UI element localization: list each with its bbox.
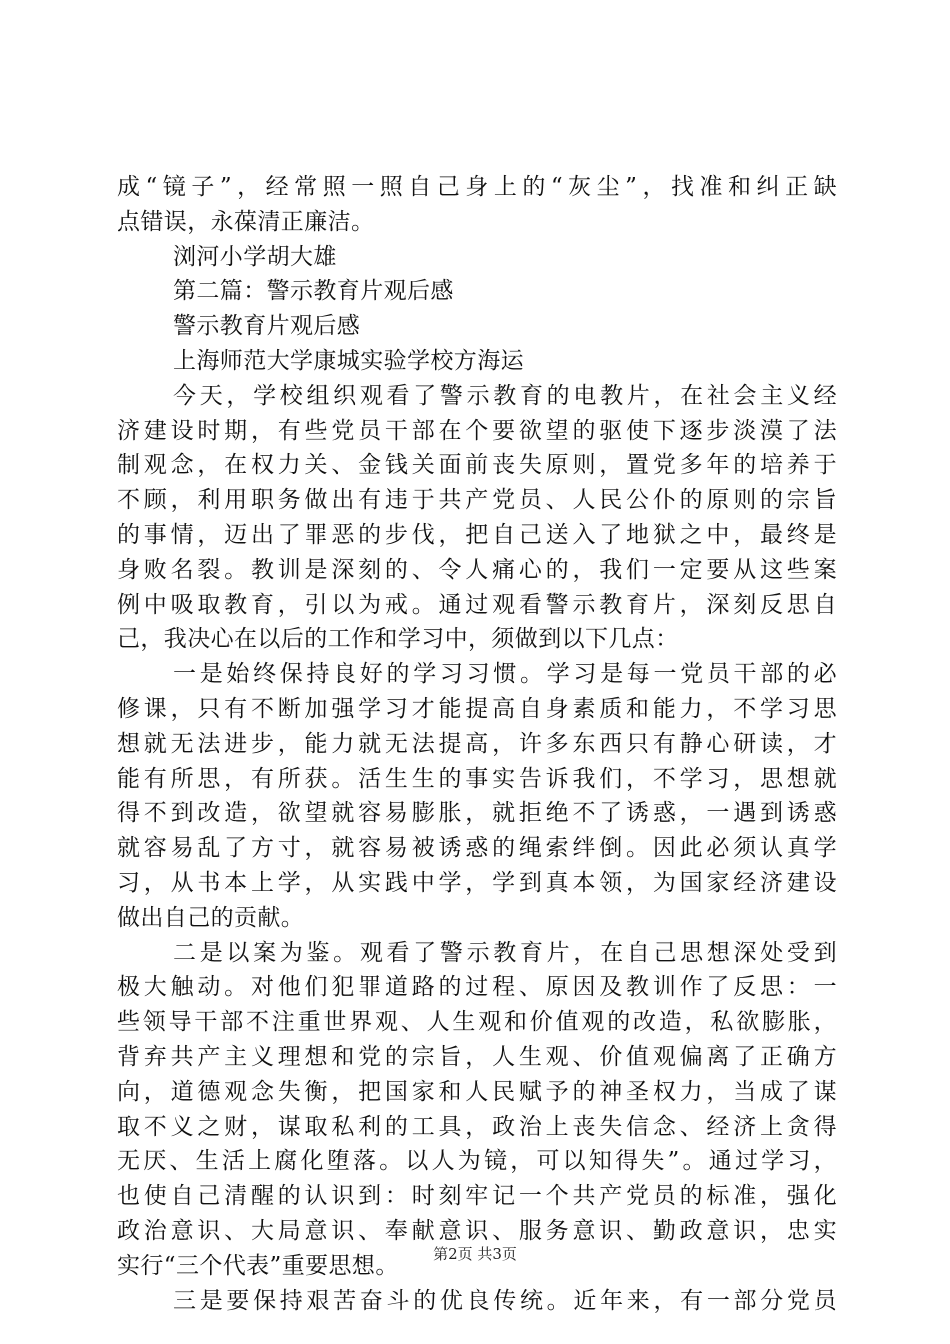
- text-line: 的事情，迈出了罪恶的步伐，把自己送入了地狱之中，最终是: [117, 521, 837, 548]
- text-line: 就容易乱了方寸，就容易被诱惑的绳索绊倒。因此必须认真学: [117, 835, 837, 862]
- text-line: 不顾，利用职务做出有违于共产党员、人民公仆的原则的宗旨: [117, 487, 837, 514]
- text-line: 极大触动。对他们犯罪道路的过程、原因及教训作了反思：一: [117, 974, 837, 1001]
- text-line: 实行“三个代表”重要思想。: [117, 1252, 399, 1279]
- document-body: [117, 170, 837, 1318]
- text-line: 背弃共产主义理想和党的宗旨，人生观、价值观偏离了正确方: [117, 1043, 837, 1070]
- text-line: 上海师范大学康城实验学校方海运: [173, 347, 524, 374]
- text-line: 第二篇：警示教育片观后感: [173, 278, 454, 305]
- text-line: 济建设时期，有些党员干部在个要欲望的驱使下逐步淡漠了法: [117, 417, 837, 444]
- text-line: 修课，只有不断加强学习才能提高自身素质和能力，不学习思: [117, 695, 837, 722]
- text-line: 政治意识、大局意识、奉献意识、服务意识、勤政意识，忠实: [117, 1217, 837, 1244]
- page-footer: 第2页 共3页: [433, 1245, 517, 1263]
- text-line: 警示教育片观后感: [173, 313, 361, 340]
- text-line: 制观念，在权力关、金钱关面前丧失原则，置党多年的培养于: [117, 452, 837, 479]
- text-line: 今天，学校组织观看了警示教育的电教片，在社会主义经: [173, 382, 837, 409]
- text-line: 一是始终保持良好的学习习惯。学习是每一党员干部的必: [173, 661, 837, 688]
- text-line: 例中吸取教育，引以为戒。通过观看警示教育片，深刻反思自: [117, 591, 837, 618]
- text-line: 点错误，永葆清正廉洁。: [117, 208, 375, 235]
- text-line: 向，道德观念失衡，把国家和人民赋予的神圣权力，当成了谋: [117, 1078, 837, 1105]
- text-line: 能有所思，有所获。活生生的事实告诉我们，不学习，思想就: [117, 765, 837, 792]
- text-line: 得不到改造，欲望就容易膨胀，就拒绝不了诱惑，一遇到诱惑: [117, 800, 837, 827]
- text-line: 些领导干部不注重世界观、人生观和价值观的改造，私欲膨胀，: [117, 1009, 837, 1036]
- text-line: 想就无法进步，能力就无法提高，许多东西只有静心研读，才: [117, 730, 837, 757]
- text-line: 无厌、生活上腐化堕落。以人为镜，可以知得失”。通过学习，: [117, 1148, 837, 1175]
- text-line: 己，我决心在以后的工作和学习中，须做到以下几点：: [117, 626, 679, 653]
- text-line: 二是以案为鉴。观看了警示教育片，在自己思想深处受到: [173, 939, 837, 966]
- text-line: 习，从书本上学，从实践中学，学到真本领，为国家经济建设: [117, 869, 837, 896]
- text-line: 三是要保持艰苦奋斗的优良传统。近年来，有一部分党员: [173, 1287, 837, 1314]
- text-line: 身败名裂。教训是深刻的、令人痛心的，我们一定要从这些案: [117, 556, 837, 583]
- text-line: 也使自己清醒的认识到：时刻牢记一个共产党员的标准，强化: [117, 1183, 837, 1210]
- text-line: 浏河小学胡大雄: [173, 243, 337, 270]
- text-line: 成“镜子”，经常照一照自己身上的“灰尘”，找准和纠正缺: [117, 174, 837, 200]
- text-line: 做出自己的贡献。: [117, 904, 305, 931]
- text-line: 取不义之财，谋取私利的工具，政治上丧失信念、经济上贪得: [117, 1113, 837, 1140]
